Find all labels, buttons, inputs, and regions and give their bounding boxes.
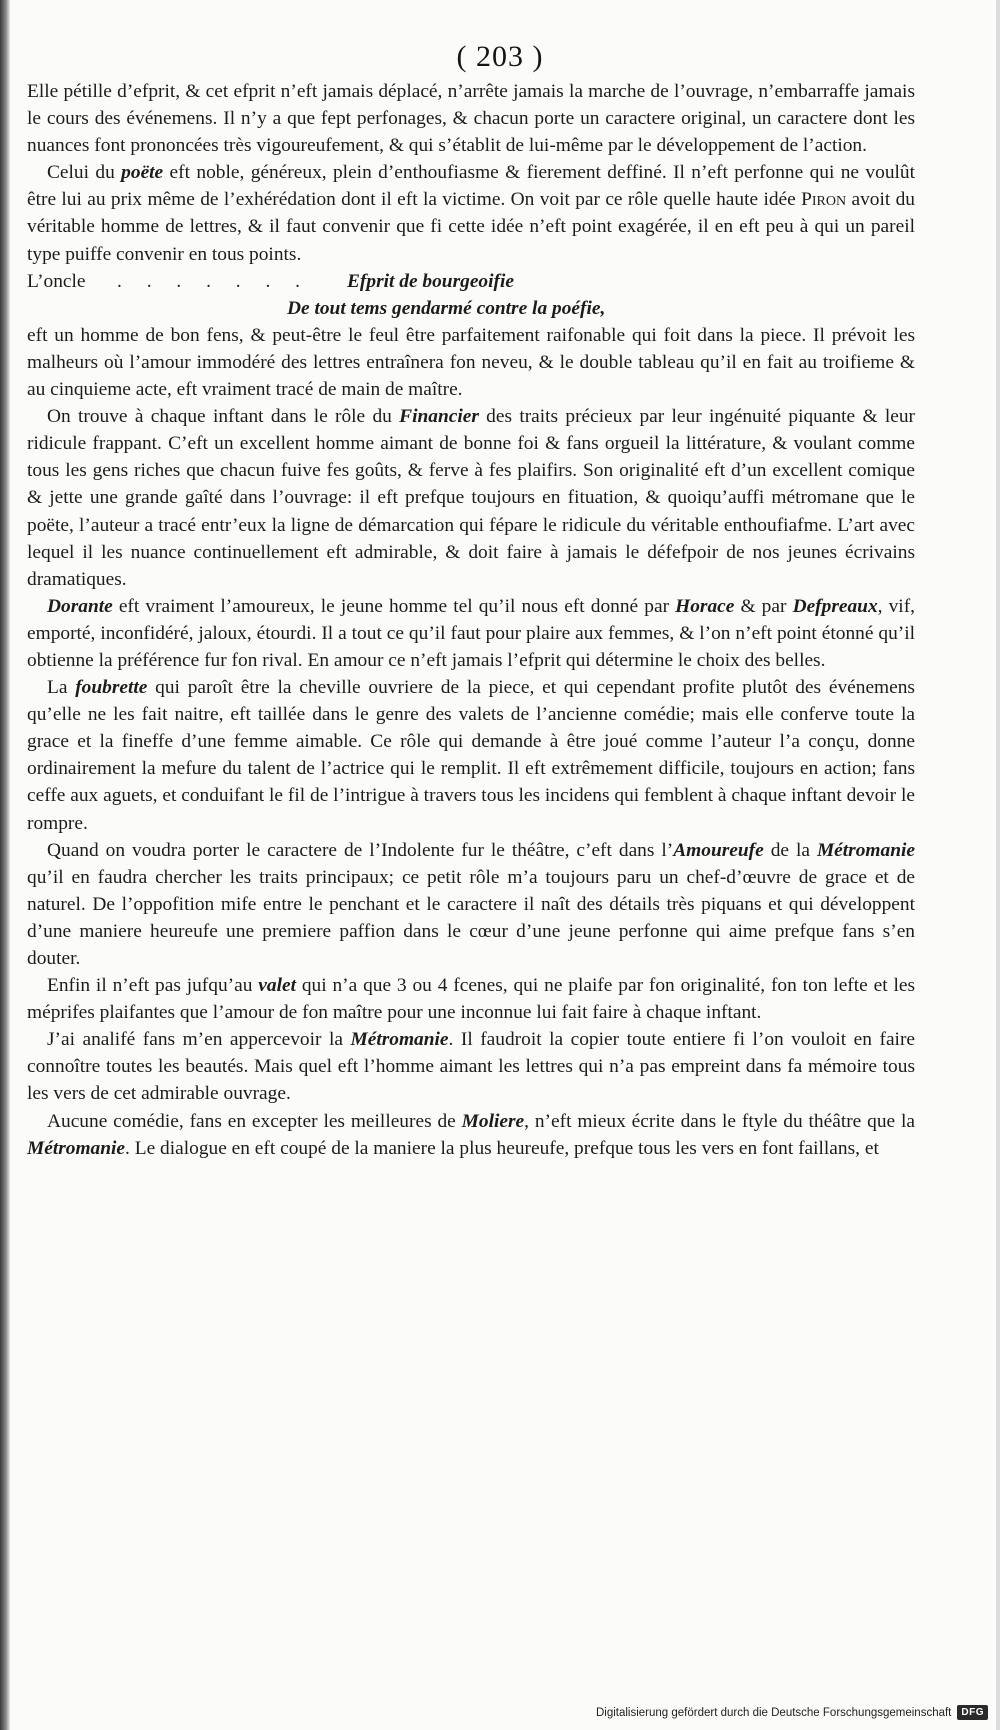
italic-term: Dorante xyxy=(47,595,113,617)
text-run: J’ai analifé fans m’en appercevoir la xyxy=(47,1029,351,1051)
text-run: avoit du véritable homme de lettres, & il faut convenir que fi cette idée n’eft point exagérée, il en eft peu à qui un pareil type puiffe convenir en tous points. xyxy=(27,189,915,265)
italic-term: Métromanie xyxy=(350,1029,449,1051)
paragraph-2 xyxy=(27,159,915,267)
funding-notice: Digitalisierung gefördert durch die Deutsche Forschungsgemeinschaft xyxy=(595,1706,952,1719)
paragraph-3: eft un homme de bon fens, & peut-être le feul être parfaitement raifonable qui foit dans la piece. Il prévoit les malheurs où l’amour immodéré des lettres entraînera fon neveu, & le double tableau qu’il en fait au troifieme & au cinquieme acte, eft vraiment tracé de main de maître. xyxy=(27,324,915,401)
paragraph-1: Elle pétille d’efprit, & cet efprit n’eft jamais déplacé, n’arrête jamais la marche de l’ouvrage, n’embarraffe jamais le cours des événemens. Il n’y a que fept perfonages, & chacun porte un caractere original, un caractere dont les nuances font prononcées très vigoureufement, & qui s’établit de lui-même par le développement de l’action. xyxy=(27,81,915,157)
text-run: , n’eft mieux écrite dans le ftyle du théâtre que la xyxy=(524,1110,915,1132)
quote-verse-1: Efprit de bourgeoifie xyxy=(347,270,514,292)
text-run: Celui du xyxy=(47,162,122,184)
italic-term: Financier xyxy=(399,406,479,428)
text-run: qui paroît être la cheville ouvriere de la piece, et qui cependant profite plutôt des événemens qu’elle ne les fait naitre, eft taillée dans le genre des valets de l’ancienne comédie; mais elle conferve toute la grace et la fineffe d’une femme aimable. Ce rôle qui demande à être joué comme l’auteur l’a conçu, donne ordinairement la mefure du talent de l’actrice qui le remplit. Il eft extrêmement difficile, toujours en action; fans ceffe aux aguets, et conduifant le fil de l’intrigue à travers tous les incidens qui femblent à chaque inftant devoir le rompre. xyxy=(27,677,915,834)
italic-term: Horace xyxy=(675,595,735,617)
page-right-edge xyxy=(996,0,1000,1730)
italic-term: Defpreaux xyxy=(792,595,878,617)
italic-term: Métromanie xyxy=(27,1137,126,1159)
paragraph-4 xyxy=(27,403,915,593)
italic-term: valet xyxy=(258,975,296,997)
quote-verse-2: De tout tems gendarmé contre la poéfie, xyxy=(287,297,606,319)
paragraph-7 xyxy=(27,837,915,972)
text-run: . Il faudroit la copier toute entiere fi l’on vouloit en faire connoître toutes les beautés. Mais quel eft l’homme aimant les lettres qui n’a pas empreint dans fa mémoire tous les vers de cet admirable ouvrage. xyxy=(27,1029,916,1105)
text-run: Aucune comédie, fans en excepter les meilleures de xyxy=(47,1110,462,1132)
paragraph-9 xyxy=(27,1026,915,1107)
italic-term: foubrette xyxy=(75,677,148,699)
text-run: . Le dialogue en eft coupé de la maniere la plus heureufe, prefque tous les vers en font faillans, et xyxy=(125,1137,879,1159)
text-run: eft vraiment l’amoureux, le jeune homme tel qu’il nous eft donné par xyxy=(112,595,676,617)
text-run: des traits précieux par leur ingénuité piquante & leur ridicule frappant. C’eft un excellent homme aimant de bonne foi & fans orgueil la littérature, & voulant comme tous les gens riches que chacun fuive fes goûts, & ferve à fes plaifirs. Son originalité eft d’un excellent comique & jette une grande gaîté dans l’ouvrage: il eft prefque toujours en fituation, & quoiqu’auffi métromane que le poëte, l’auteur a tracé entr’eux la ligne de démarcation qui fépare le ridicule du véritable enthoufiafme. L’art avec lequel il les nuance continuellement eft admirable, & doit faire à jamais le défefpoir de nos jeunes écrivains dramatiques. xyxy=(27,406,915,590)
italic-term: Métromanie xyxy=(816,839,915,861)
body-text xyxy=(27,78,915,1162)
quote-dots: . . . . . . . xyxy=(117,270,311,292)
author-name: Piron xyxy=(801,189,847,211)
page-number: ( 203 ) xyxy=(456,40,544,73)
text-run: Enfin il n’eft pas jufqu’au xyxy=(47,975,259,997)
text-run: Quand on voudra porter le caractere de l’Indolente fur le théâtre, c’eft dans l’ xyxy=(47,839,674,861)
italic-term: Moliere xyxy=(461,1110,525,1132)
text-run: , vif, emporté, inconfidéré, jaloux, étourdi. Il a tout ce qu’il faut pour plaire aux femmes, & l’on n’eft point étonné qu’il obtienne la préférence fur fon rival. En amour ce n’eft jamais l’efprit qui détermine le choix des belles. xyxy=(27,595,916,671)
dfg-logo: DFG xyxy=(957,1705,988,1720)
text-run: La xyxy=(47,677,76,699)
italic-term: poëte xyxy=(121,162,164,184)
page-binding-shadow xyxy=(0,0,10,1730)
text-run: eft noble, généreux, plein d’enthoufiasme & fierement deffiné. Il n’eft perfonne qui ne voulût être lui au prix même de l’exhérédation dont il eft la victime. On voit par ce rôle quelle haute idée xyxy=(27,162,915,211)
paragraph-5 xyxy=(27,593,915,674)
paragraph-8 xyxy=(27,972,915,1026)
text-run: qui n’a que 3 ou 4 fcenes, qui ne plaife par fon originalité, fon ton lefte et les méprifes plaifantes que l’amour de fon maître pour une inconnue lui fait faire à chaque inftant. xyxy=(27,975,916,1024)
verse-quote-line-1 xyxy=(27,268,915,295)
italic-term: Amoureufe xyxy=(673,839,764,861)
text-run: qu’il en faudra chercher les traits principaux; ce petit rôle m’a toujours paru un chef-d’œuvre de grace et de naturel. De l’oppofition mife entre le penchant et le caractere il naît des détails très piquans et qui développent d’une maniere heureufe une premiere paffion dans le cœur d’une jeune perfonne qui aime prefque fans s’en douter. xyxy=(27,866,915,969)
quote-speaker: L’oncle xyxy=(27,270,86,292)
text-run: de la xyxy=(763,839,817,861)
text-run: On trouve à chaque inftant dans le rôle du xyxy=(47,406,400,428)
paragraph-6 xyxy=(27,674,915,837)
digitization-footer xyxy=(596,1705,988,1720)
text-run: & par xyxy=(734,595,793,617)
paragraph-10 xyxy=(27,1108,915,1162)
